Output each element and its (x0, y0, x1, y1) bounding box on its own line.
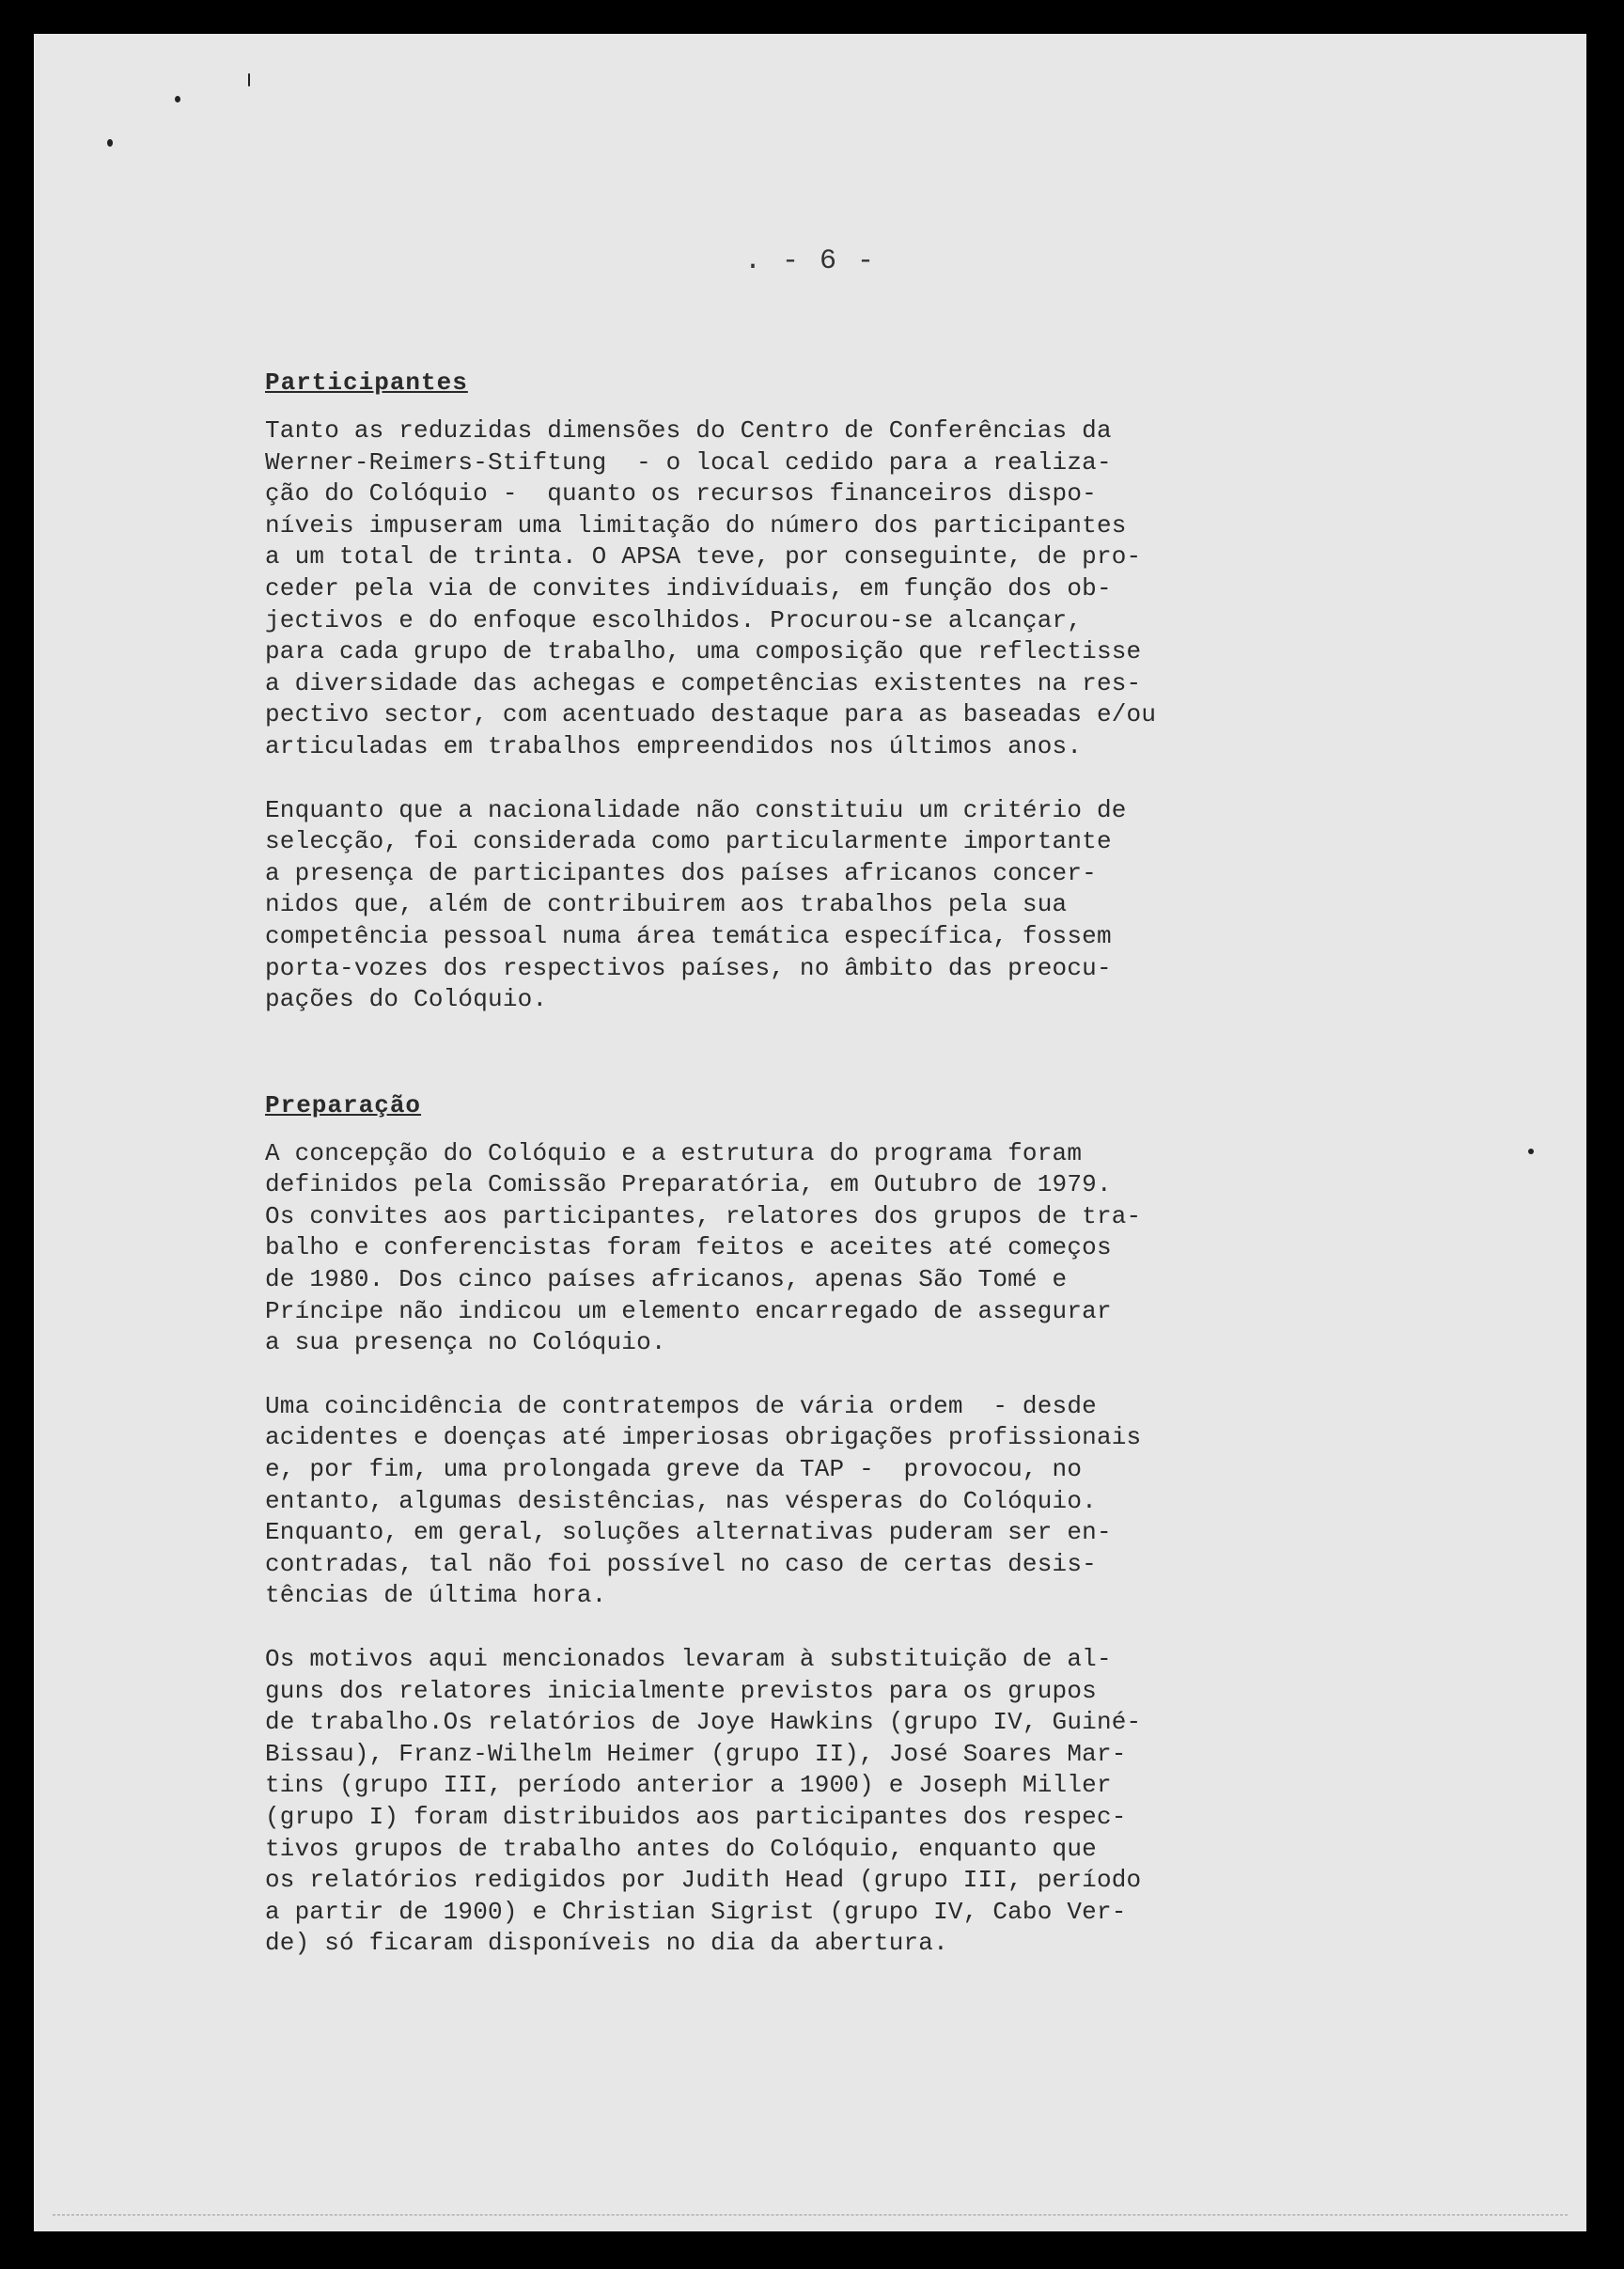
document-body (265, 367, 1449, 1960)
scan-speck (175, 96, 180, 102)
paragraph: Uma coincidência de contratempos de vária ordem - desde acidentes e doenças até imperiosas obrigações profissionais e, por fim, uma prolongada greve da TAP - provocou, no entanto, algumas desistências, nas vésperas do Colóquio. Enquanto, em geral, soluções alternativas puderam ser en- contradas, tal não foi possível no caso de certas desis- tências de última hora. (265, 1391, 1142, 1610)
scan-speck (107, 139, 113, 147)
section-heading: Participantes (265, 368, 468, 397)
page-number: . - 6 - (743, 245, 877, 277)
scan-speck (1528, 1149, 1534, 1154)
paragraph: Os motivos aqui mencionados levaram à substituição de al- guns dos relatores inicialmente previstos para os grupos de trabalho.Os relatórios de Joye Hawkins (grupo IV, Guiné- Bissau), Franz-Wilhelm Heimer (grupo II), José Soares Mar- tins (grupo III, período anterior a 1900) e Joseph Miller (grupo I) foram distribuidos aos participantes dos respec- tivos grupos de trabalho antes do Colóquio, enquanto que os relatórios redigidos por Judith Head (grupo III, período a partir de 1900) e Christian Sigrist (grupo IV, Cabo Ver- de) só ficaram disponíveis no dia da abertura. (265, 1645, 1142, 1958)
paragraph: A concepção do Colóquio e a estrutura do programa foram definidos pela Comissão Preparatória, em Outubro de 1979. Os convites aos participantes, relatores dos grupos de tra- balho e conferencistas foram feitos e aceites até começos de 1980. Dos cinco países africanos, apenas São Tomé e Príncipe não indicou um elemento encarregado de assegurar a sua presença no Colóquio. (265, 1138, 1142, 1357)
scan-speck (248, 73, 250, 86)
document-page (34, 34, 1586, 2231)
page-bottom-rule (53, 2214, 1568, 2215)
paragraph: Enquanto que a nacionalidade não constituiu um critério de selecção, foi considerada como particularmente importante a presença de participantes dos países africanos concer- nidos que, além de contribuirem aos trabalhos pela sua competência pessoal numa área temática específica, fossem porta-vozes dos respectivos países, no âmbito das preocu- pações do Colóquio. (265, 795, 1127, 1014)
section-heading: Preparação (265, 1090, 422, 1119)
section-participantes (265, 367, 1449, 1016)
paragraph: Tanto as reduzidas dimensões do Centro de Conferências da Werner-Reimers-Stiftung - o local cedido para a realiza- ção do Colóquio - quanto os recursos financeiros dispo- níveis impuseram uma limitação do número dos participantes a um total de trinta. O APSA teve, por conseguinte, de pro- ceder pela via de convites indivíduais, em função dos ob- jectivos e do enfoque escolhidos. Procurou-se alcançar, para cada grupo de trabalho, uma composição que reflectisse a diversidade das achegas e competências existentes na res- pectivo sector, com acentuado destaque para as baseadas e/ou articuladas em trabalhos empreendidos nos últimos anos. (265, 416, 1157, 760)
section-preparacao (265, 1089, 1449, 1960)
